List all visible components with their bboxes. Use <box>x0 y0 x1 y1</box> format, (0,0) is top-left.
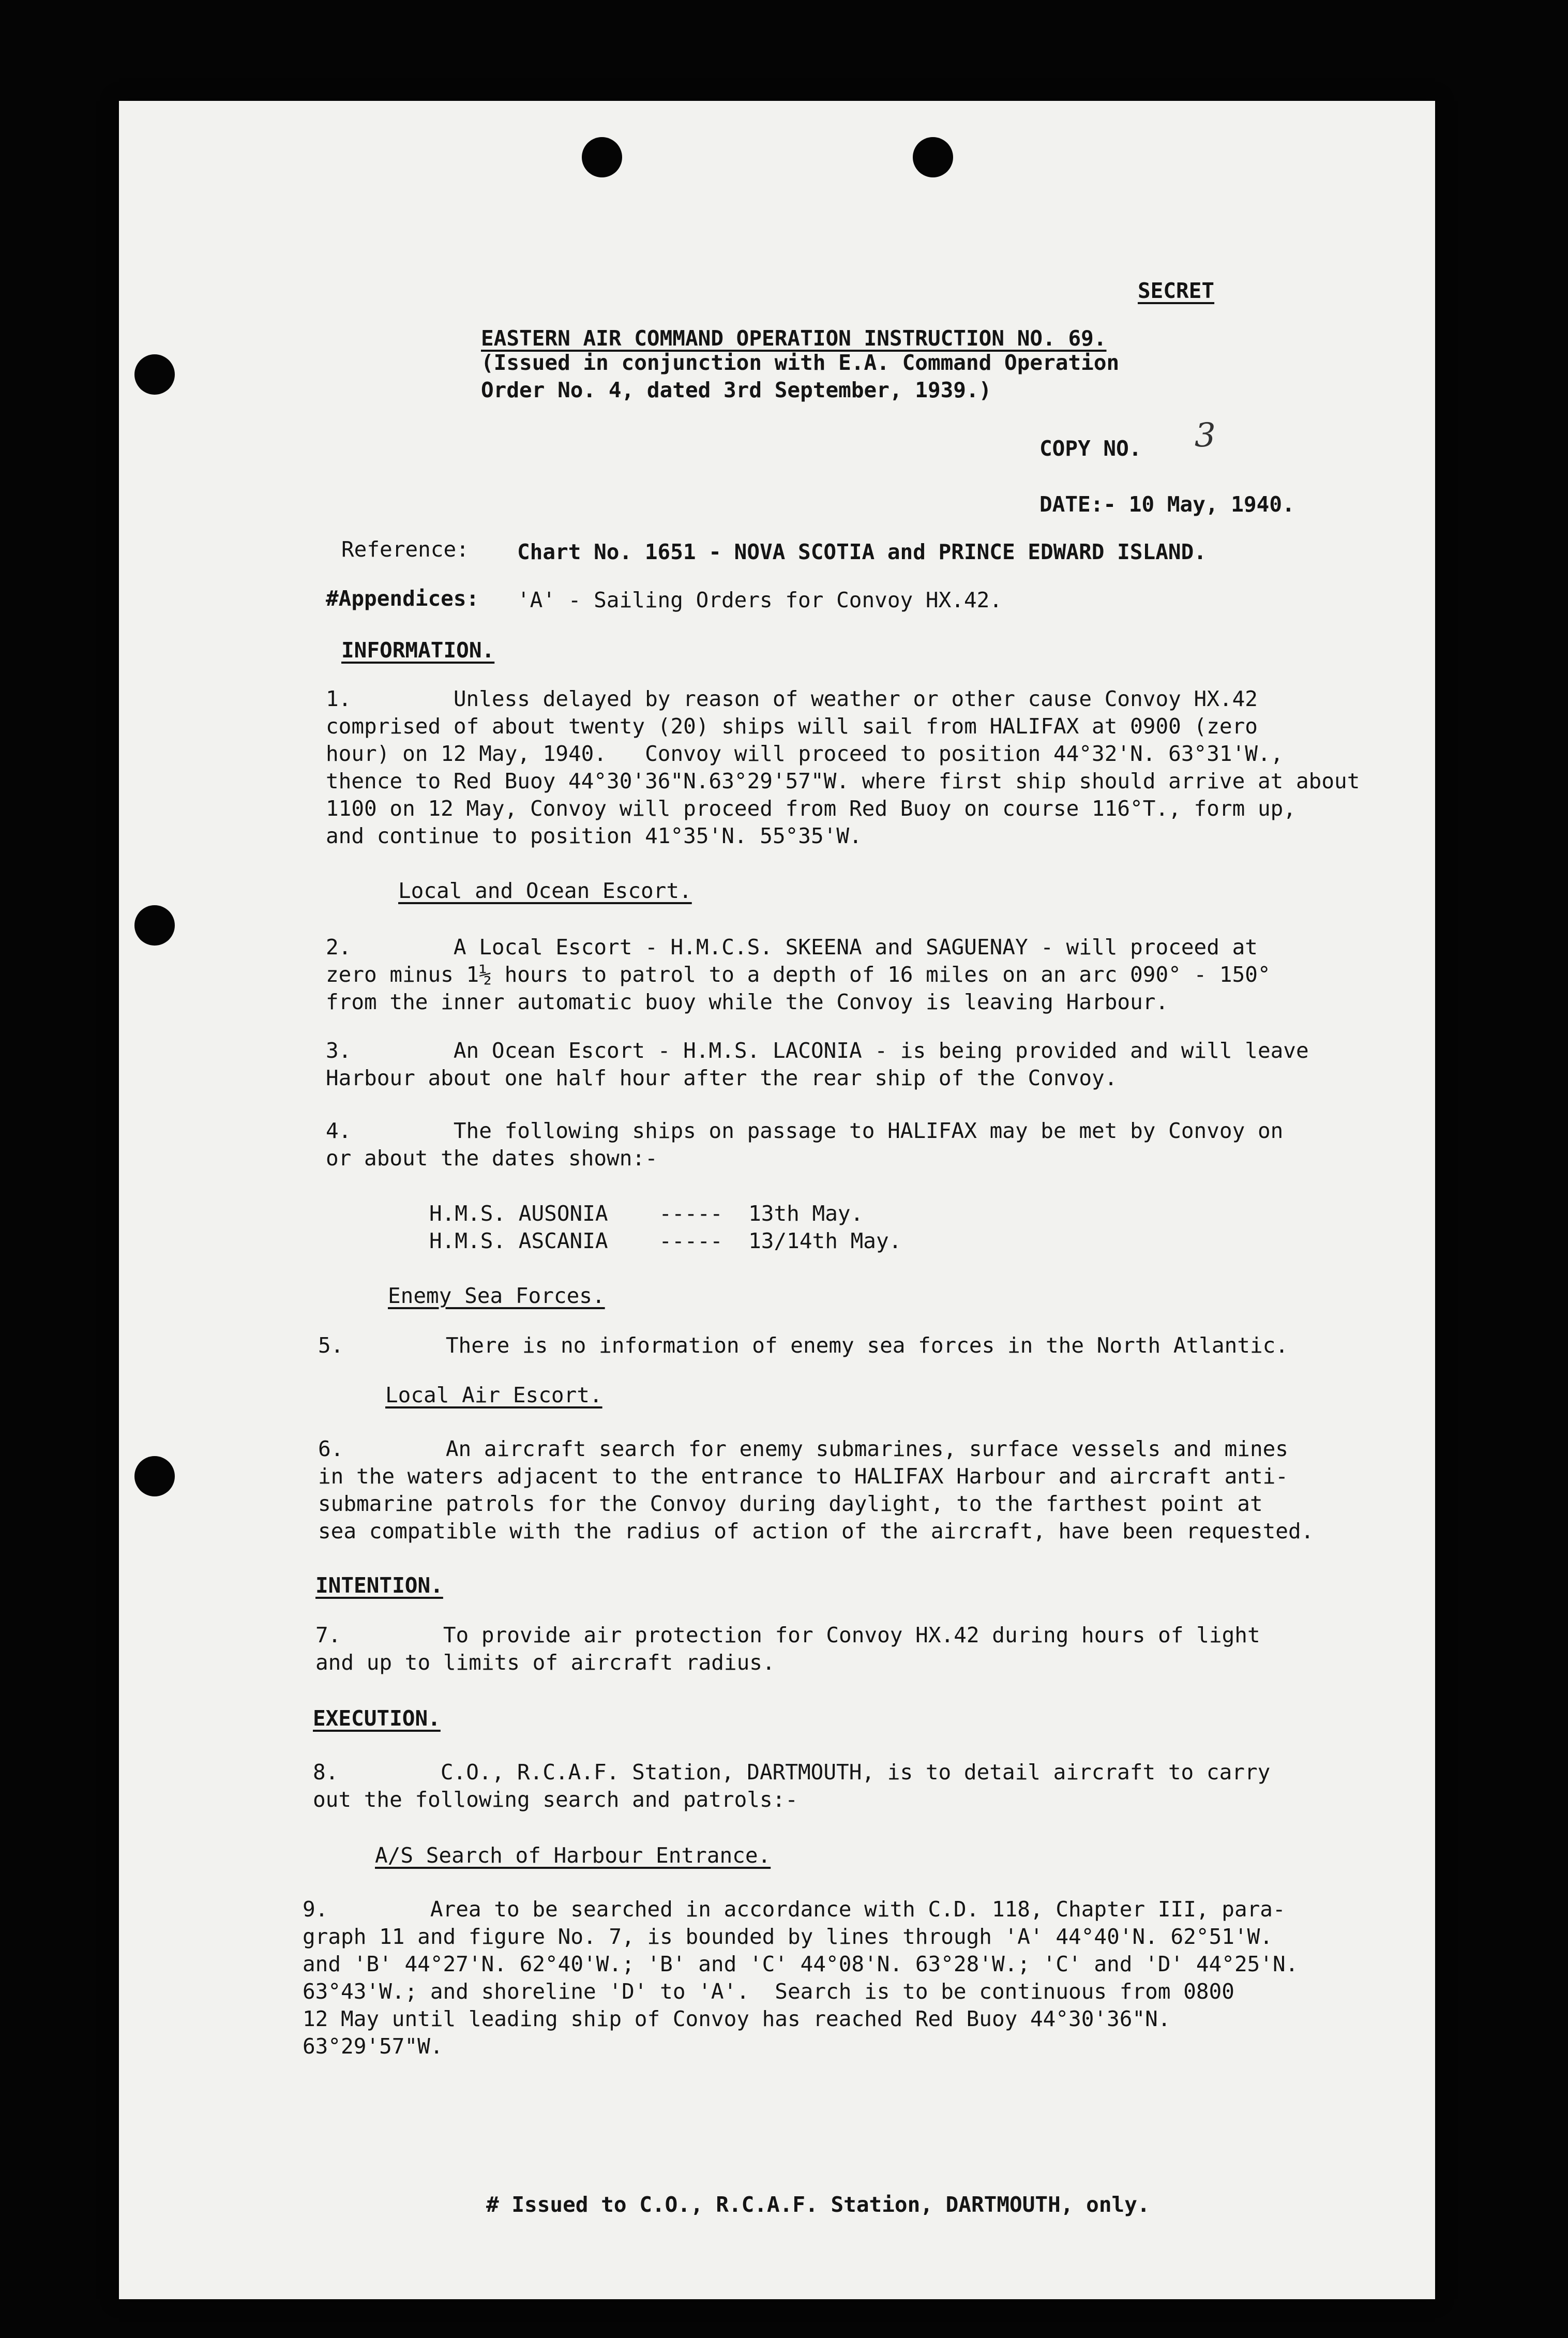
section-information: INFORMATION. <box>341 638 495 663</box>
punch-hole-top-right <box>913 137 953 177</box>
appendices-text: 'A' - Sailing Orders for Convoy HX.42. <box>517 588 1002 612</box>
paragraph-line: 9. Area to be searched in accordance with C.D. 118, Chapter III, para- <box>303 1897 1286 1922</box>
paragraph-line: graph 11 and figure No. 7, is bounded by lines through 'A' 44°40'N. 62°51'W. <box>303 1924 1273 1949</box>
paragraph-line: 3. An Ocean Escort - H.M.S. LACONIA - is being provided and will leave <box>326 1038 1309 1063</box>
document-title: EASTERN AIR COMMAND OPERATION INSTRUCTION NO. 69. <box>481 326 1107 351</box>
paragraph-line: in the waters adjacent to the entrance to HALIFAX Harbour and aircraft anti- <box>318 1464 1288 1489</box>
paragraph-line: 63°29'57"W. <box>303 2034 443 2059</box>
punch-hole-left-1 <box>134 354 175 395</box>
paragraph-line: hour) on 12 May, 1940. Convoy will proceed to position 44°32'N. 63°31'W., <box>326 741 1284 766</box>
subtitle-line: Order No. 4, dated 3rd September, 1939.) <box>481 378 992 402</box>
paragraph-line: sea compatible with the radius of action of the aircraft, have been requested. <box>318 1519 1314 1543</box>
paragraph-line: from the inner automatic buoy while the Convoy is leaving Harbour. <box>326 990 1169 1014</box>
section-local-ocean-escort: Local and Ocean Escort. <box>398 878 692 903</box>
subtitle-line: (Issued in conjunction with E.A. Command Operation <box>481 350 1120 375</box>
paragraph-line: 63°43'W.; and shoreline 'D' to 'A'. Search is to be continuous from 0800 <box>303 1979 1234 2004</box>
document-page <box>119 101 1435 2299</box>
reference-label: Reference: <box>341 537 469 562</box>
paragraph-9 <box>303 1896 1298 2060</box>
punch-hole-left-3 <box>134 1456 175 1496</box>
paragraph-2 <box>326 934 1271 1016</box>
paragraph-line: zero minus 1½ hours to patrol to a depth of 16 miles on an arc 090° - 150° <box>326 962 1271 987</box>
ship-entry: H.M.S. AUSONIA ----- 13th May. <box>429 1201 864 1226</box>
paragraph-line: 2. A Local Escort - H.M.C.S. SKEENA and SAGUENAY - will proceed at <box>326 935 1258 960</box>
paragraph-5 <box>318 1332 1288 1359</box>
footnote: # Issued to C.O., R.C.A.F. Station, DARTMOUTH, only. <box>486 2192 1150 2217</box>
paragraph-line: 6. An aircraft search for enemy submarines, surface vessels and mines <box>318 1436 1288 1461</box>
document-date: DATE:- 10 May, 1940. <box>1039 492 1295 517</box>
paragraph-6 <box>318 1435 1314 1545</box>
paragraph-1 <box>326 685 1360 850</box>
copy-number-label: COPY NO. <box>1039 436 1142 461</box>
paragraph-line: comprised of about twenty (20) ships will sail from HALIFAX at 0900 (zero <box>326 714 1258 739</box>
paragraph-line: and continue to position 41°35'N. 55°35'W. <box>326 823 862 848</box>
paragraph-line: 12 May until leading ship of Convoy has reached Red Buoy 44°30'36"N. <box>303 2006 1171 2031</box>
section-intention: INTENTION. <box>315 1573 443 1598</box>
paragraph-line: 8. C.O., R.C.A.F. Station, DARTMOUTH, is to detail aircraft to carry <box>313 1760 1271 1785</box>
ships-list <box>429 1200 901 1255</box>
ship-entry: H.M.S. ASCANIA ----- 13/14th May. <box>429 1228 902 1253</box>
paragraph-line: 1100 on 12 May, Convoy will proceed from Red Buoy on course 116°T., form up, <box>326 796 1296 821</box>
paragraph-line: and up to limits of aircraft radius. <box>315 1650 775 1675</box>
paragraph-4 <box>326 1117 1283 1172</box>
title-subtitle <box>481 349 1119 404</box>
punch-hole-left-2 <box>134 905 175 946</box>
paragraph-line: thence to Red Buoy 44°30'36"N.63°29'57"W. where first ship should arrive at about <box>326 769 1360 793</box>
section-local-air-escort: Local Air Escort. <box>385 1383 602 1407</box>
paragraph-line: 4. The following ships on passage to HALIFAX may be met by Convoy on <box>326 1118 1284 1143</box>
paragraph-line: out the following search and patrols:- <box>313 1787 798 1812</box>
appendices-label: #Appendices: <box>326 586 479 611</box>
paragraph-3 <box>326 1037 1309 1092</box>
paragraph-line: Harbour about one half hour after the rear ship of the Convoy. <box>326 1066 1118 1090</box>
paragraph-line: or about the dates shown:- <box>326 1146 658 1171</box>
paragraph-7 <box>315 1622 1260 1676</box>
section-enemy-sea-forces: Enemy Sea Forces. <box>388 1283 605 1308</box>
classification-label: SECRET <box>1138 278 1215 303</box>
copy-number-handwritten: 3 <box>1195 416 1216 455</box>
paragraph-line: and 'B' 44°27'N. 62°40'W.; 'B' and 'C' 44°08'N. 63°28'W.; 'C' and 'D' 44°25'N. <box>303 1952 1299 1976</box>
reference-text: Chart No. 1651 - NOVA SCOTIA and PRINCE EDWARD ISLAND. <box>517 539 1207 564</box>
punch-hole-top-left <box>582 137 622 177</box>
section-as-search: A/S Search of Harbour Entrance. <box>375 1843 771 1868</box>
paragraph-8 <box>313 1759 1270 1814</box>
section-execution: EXECUTION. <box>313 1706 441 1731</box>
paragraph-line: submarine patrols for the Convoy during daylight, to the farthest point at <box>318 1491 1263 1516</box>
paragraph-line: 7. To provide air protection for Convoy HX.42 during hours of light <box>315 1623 1260 1647</box>
paragraph-line: 1. Unless delayed by reason of weather or other cause Convoy HX.42 <box>326 686 1258 711</box>
paragraph-line: 5. There is no information of enemy sea forces in the North Atlantic. <box>318 1333 1288 1358</box>
